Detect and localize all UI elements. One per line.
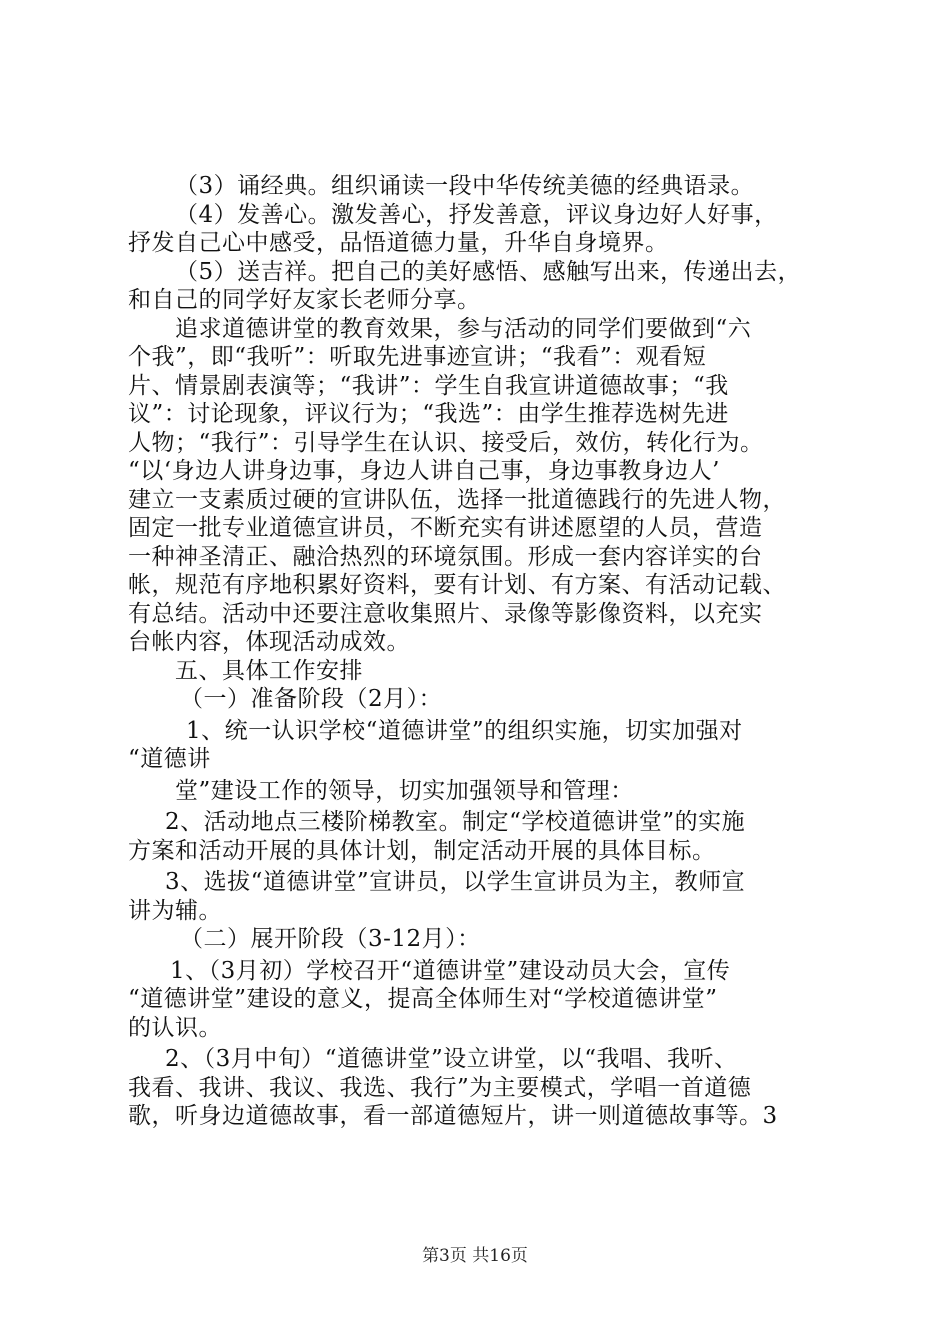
text-line: 歌，听身边道德故事，看一部道德短片，讲一则道德故事等。3 (128, 1103, 778, 1129)
text-line: 堂”建设工作的领导，切实加强领导和管理： (175, 777, 634, 804)
page-footer: 第3页 共16页 (422, 1246, 528, 1266)
text-line: 方案和活动开展的具体计划，制定活动开展的具体目标。 (128, 837, 716, 864)
text-line: 抒发自己心中感受，品悟道德力量，升华自身境界。 (128, 230, 669, 256)
text-line: “道德讲 (128, 746, 211, 772)
text-line: “以‘身边人讲身边事，身边人讲自己事，身边事教身边人’ (128, 458, 720, 484)
text-line: （3）诵经典。组织诵读一段中华传统美德的经典语录。 (175, 173, 755, 199)
text-line: （4）发善心。激发善心，抒发善意，评议身边好人好事， (175, 201, 778, 228)
text-line: 台帐内容，体现活动成效。 (128, 629, 410, 655)
document-body (128, 172, 838, 1131)
text-line: 2、（3月中旬）“道德讲堂”设立讲堂，以“我唱、我听、 (165, 1046, 738, 1072)
text-line: 和自己的同学好友家长老师分享。 (128, 287, 481, 313)
text-line: 一种神圣清正、融洽热烈的环境氛围。形成一套内容详实的台 (128, 543, 763, 570)
text-line: 片、情景剧表演等；“我讲”：学生自我宣讲道德故事；“我 (128, 372, 729, 399)
text-line: 建立一支素质过硬的宣讲队伍，选择一批道德践行的先进人物， (128, 486, 786, 513)
text-line: 3、选拔“道德讲堂”宣讲员，以学生宣讲员为主，教师宣 (165, 869, 746, 895)
text-line: 的认识。 (128, 1014, 222, 1041)
text-line: （5）送吉祥。把自己的美好感悟、感触写出来，传递出去， (175, 258, 802, 285)
text-line: 讲为辅。 (128, 897, 222, 924)
text-line: 议”：讨论现象，评议行为；“我选”：由学生推荐选树先进 (128, 401, 729, 427)
text-line: 1、统一认识学校“道德讲堂”的组织实施，切实加强对 (186, 717, 743, 744)
subsection-heading: （一）准备阶段（2月）： (180, 686, 443, 712)
text-line: 帐，规范有序地积累好资料，要有计划、有方案、有活动记载、 (128, 572, 786, 598)
text-line: 固定一批专业道德宣讲员，不断充实有讲述愿望的人员，营造 (128, 515, 763, 541)
text-line: 1、（3月初）学校召开“道德讲堂”建设动员大会，宣传 (170, 957, 731, 984)
text-line: 人物；“我行”：引导学生在认识、接受后，效仿，转化行为。 (128, 429, 764, 456)
text-line: 2、活动地点三楼阶梯教室。制定“学校道德讲堂”的实施 (165, 809, 746, 835)
subsection-heading: （二）展开阶段（3-12月）： (180, 926, 481, 952)
text-line: 我看、我讲、我议、我选、我行”为主要模式，学唱一首道德 (128, 1074, 752, 1101)
text-line: 追求道德讲堂的教育效果，参与活动的同学们要做到“六 (175, 315, 752, 342)
text-line: 有总结。活动中还要注意收集照片、录像等影像资料，以充实 (128, 600, 763, 627)
text-line: “道德讲堂”建设的意义，提高全体师生对“学校道德讲堂” (128, 986, 718, 1012)
text-line: 个我”，即“我听”：听取先进事迹宣讲；“我看”：观看短 (128, 344, 707, 370)
section-heading: 五、具体工作安排 (175, 657, 363, 684)
